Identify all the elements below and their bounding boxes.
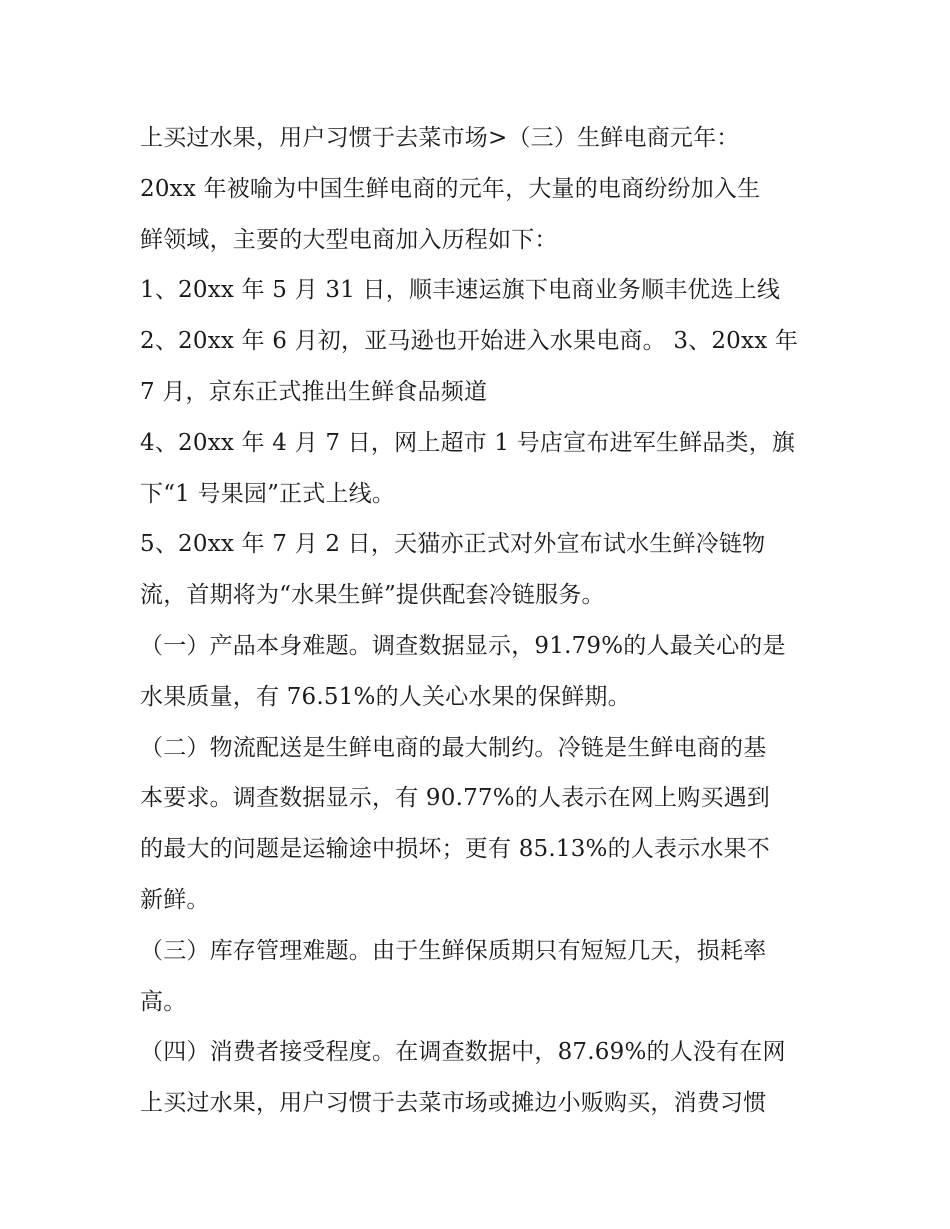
text-line: 20xx 年被喻为中国生鲜电商的元年，大量的电商纷纷加入生 <box>140 175 761 202</box>
text-line: 2、20xx 年 6 月初，亚马逊也开始进入水果电商。 3、20xx 年 <box>140 328 799 355</box>
text-line: （一）产品本身难题。调查数据显示，91.79%的人最关心的是 <box>140 632 786 659</box>
text-line: 本要求。调查数据显示，有 90.77%的人表示在网上购买遇到 <box>140 785 771 812</box>
text-line: 4、20xx 年 4 月 7 日，网上超市 1 号店宣布进军生鲜品类，旗 <box>140 429 796 456</box>
document-body <box>140 113 820 1129</box>
text-line: 上买过水果，用户习惯于去菜市场>（三）生鲜电商元年： <box>140 125 740 151</box>
text-line: 鲜领域，主要的大型电商加入历程如下： <box>140 226 558 253</box>
text-line: 1、20xx 年 5 月 31 日，顺丰速运旗下电商业务顺丰优选上线 <box>140 277 781 304</box>
text-line: 新鲜。 <box>140 886 210 913</box>
text-line: 上买过水果，用户习惯于去菜市场或摊边小贩购买，消费习惯 <box>140 1090 767 1117</box>
text-line: 7 月，京东正式推出生鲜食品频道 <box>140 378 488 405</box>
text-line: 的最大的问题是运输途中损坏；更有 85.13%的人表示水果不 <box>140 836 771 863</box>
text-line: （二）物流配送是生鲜电商的最大制约。冷链是生鲜电商的基 <box>140 734 767 761</box>
text-line: （四）消费者接受程度。在调查数据中，87.69%的人没有在网 <box>140 1039 786 1066</box>
text-line: （三）库存管理难题。由于生鲜保质期只有短短几天，损耗率 <box>140 937 767 964</box>
text-line: 下“1 号果园”正式上线。 <box>140 480 396 507</box>
text-line: 流，首期将为“水果生鲜”提供配套冷链服务。 <box>140 582 605 609</box>
text-line: 高。 <box>140 988 187 1015</box>
text-line: 5、20xx 年 7 月 2 日，天猫亦正式对外宣布试水生鲜冷链物 <box>140 531 766 558</box>
text-line: 水果质量，有 76.51%的人关心水果的保鲜期。 <box>140 683 631 710</box>
